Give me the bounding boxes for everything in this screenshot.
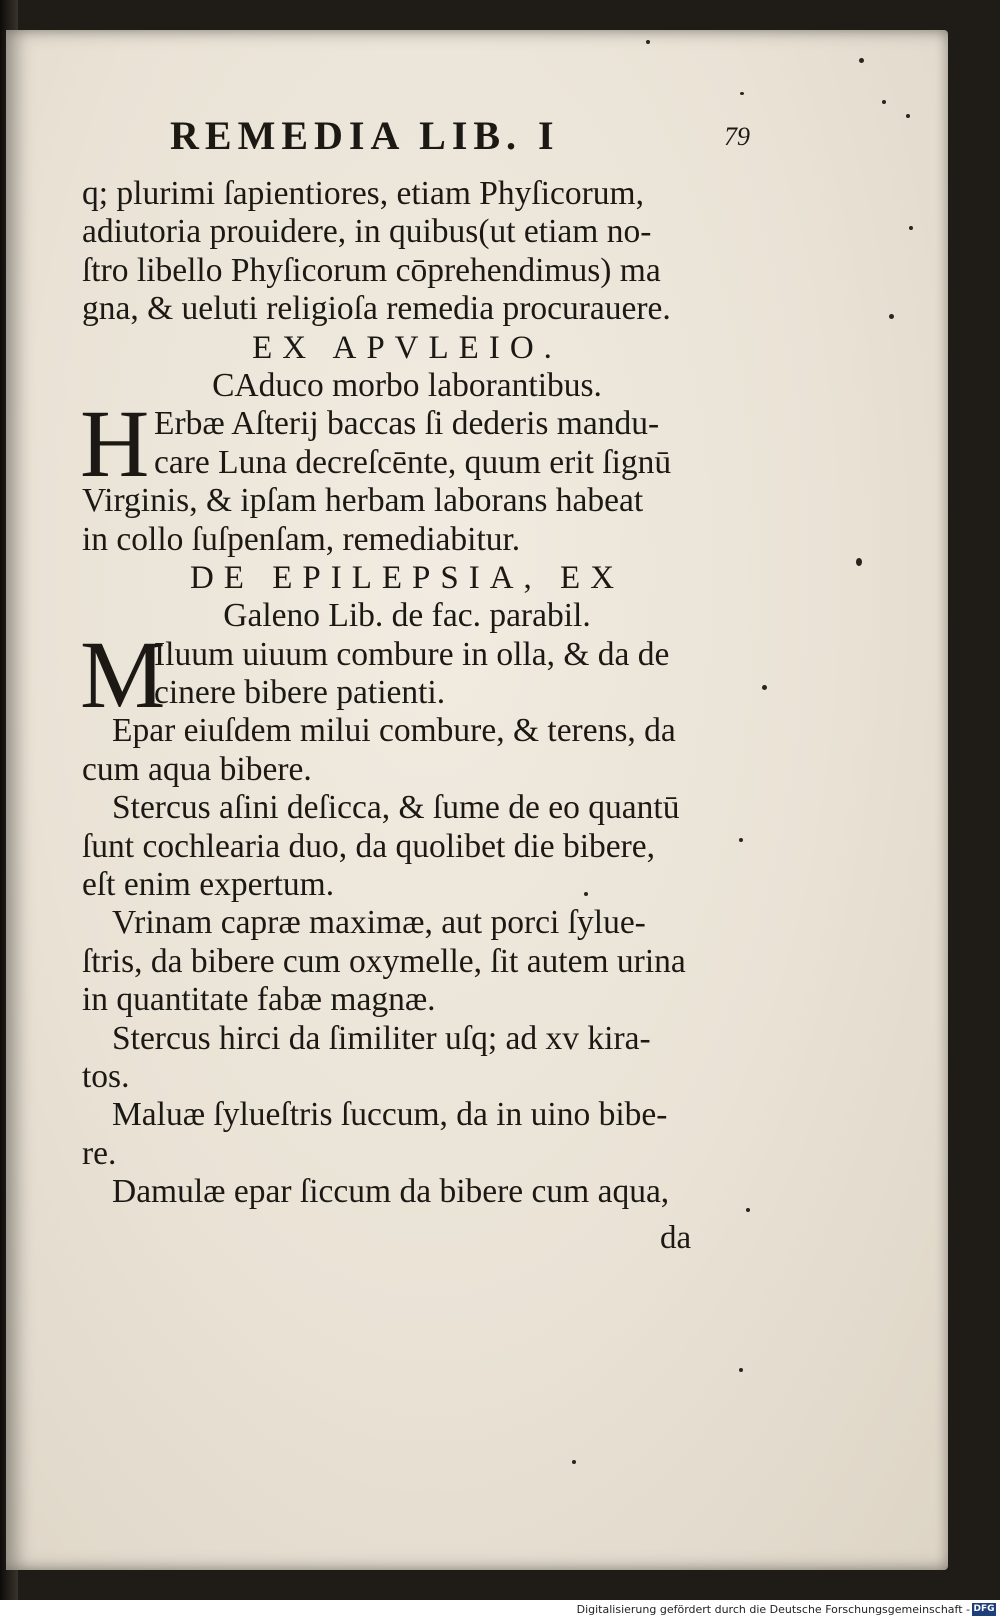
digitization-credit: Digitalisierung gefördert durch die Deutsche Forschungsgemeinschaft - bbox=[576, 1603, 970, 1616]
text-line: eſt enim expertum. bbox=[82, 866, 335, 904]
text-line: tos. bbox=[82, 1057, 130, 1095]
text-line: re. bbox=[82, 1134, 117, 1172]
text-line: Stercus aſini deſicca, & ſume de eo quantū bbox=[112, 789, 680, 827]
text-line: in collo ſuſpenſam, remediabitur. bbox=[82, 520, 521, 558]
text-line: ſtro libello Phyſicorum cōprehendimus) ma bbox=[82, 251, 661, 289]
text-line: Vrinam capræ maximæ, aut porci ſylue- bbox=[112, 904, 646, 942]
page-header bbox=[170, 112, 750, 172]
text-block bbox=[82, 175, 732, 1212]
text-line: Epar eiuſdem milui combure, & terens, da bbox=[112, 712, 676, 750]
text-line: gna, & ueluti religioſa remedia procurauere. bbox=[82, 290, 671, 328]
section-heading-epilepsia: DE EPILEPSIA, EX bbox=[189, 559, 625, 596]
paragraph-herbae bbox=[80, 390, 732, 559]
section-subheading: CAduco morbo laborantibus. bbox=[212, 366, 602, 404]
text-line: cinere bibere patienti. bbox=[154, 674, 446, 712]
drop-cap-h: H bbox=[80, 390, 150, 498]
text-line: Virginis, & ipſam herbam laborans habeat bbox=[82, 482, 644, 520]
drop-cap-m: M bbox=[80, 620, 166, 728]
text-line: adiutoria prouidere, in quibus(ut etiam no- bbox=[82, 213, 652, 251]
text-line: cum aqua bibere. bbox=[82, 750, 312, 788]
text-line: Stercus hirci da ſimiliter uſq; ad xv kira- bbox=[112, 1019, 651, 1057]
text-line: Iluum uiuum combure in olla, & da de bbox=[154, 635, 670, 673]
text-line: ſunt cochlearia duo, da quolibet die bibere, bbox=[82, 827, 656, 865]
text-line: Erbæ Aſterij baccas ſi dederis mandu- bbox=[154, 405, 660, 443]
text-line: care Luna decreſcēnte, quum erit ſignū bbox=[154, 443, 672, 481]
folio-number: 79 bbox=[724, 122, 750, 151]
running-title: REMEDIA LIB. I bbox=[170, 113, 560, 158]
section-subheading: Galeno Lib. de fac. parabil. bbox=[223, 597, 591, 635]
text-line: Maluæ ſylueſtris ſuccum, da in uino bibe- bbox=[112, 1096, 668, 1134]
section-heading-apuleio: EX APVLEIO. bbox=[252, 329, 562, 366]
paragraph-miluum bbox=[80, 620, 732, 728]
dfg-logo: DFG bbox=[973, 1604, 995, 1614]
text-line: q; plurimi ſapientiores, etiam Phyſicorum, bbox=[82, 175, 644, 212]
text-line: ſtris, da bibere cum oxymelle, ſit autem urina bbox=[82, 942, 686, 980]
text-line: Damulæ epar ſiccum da bibere cum aqua, bbox=[112, 1173, 670, 1211]
catchword: da bbox=[660, 1220, 692, 1256]
text-line: in quantitate fabæ magnæ. bbox=[82, 981, 436, 1019]
